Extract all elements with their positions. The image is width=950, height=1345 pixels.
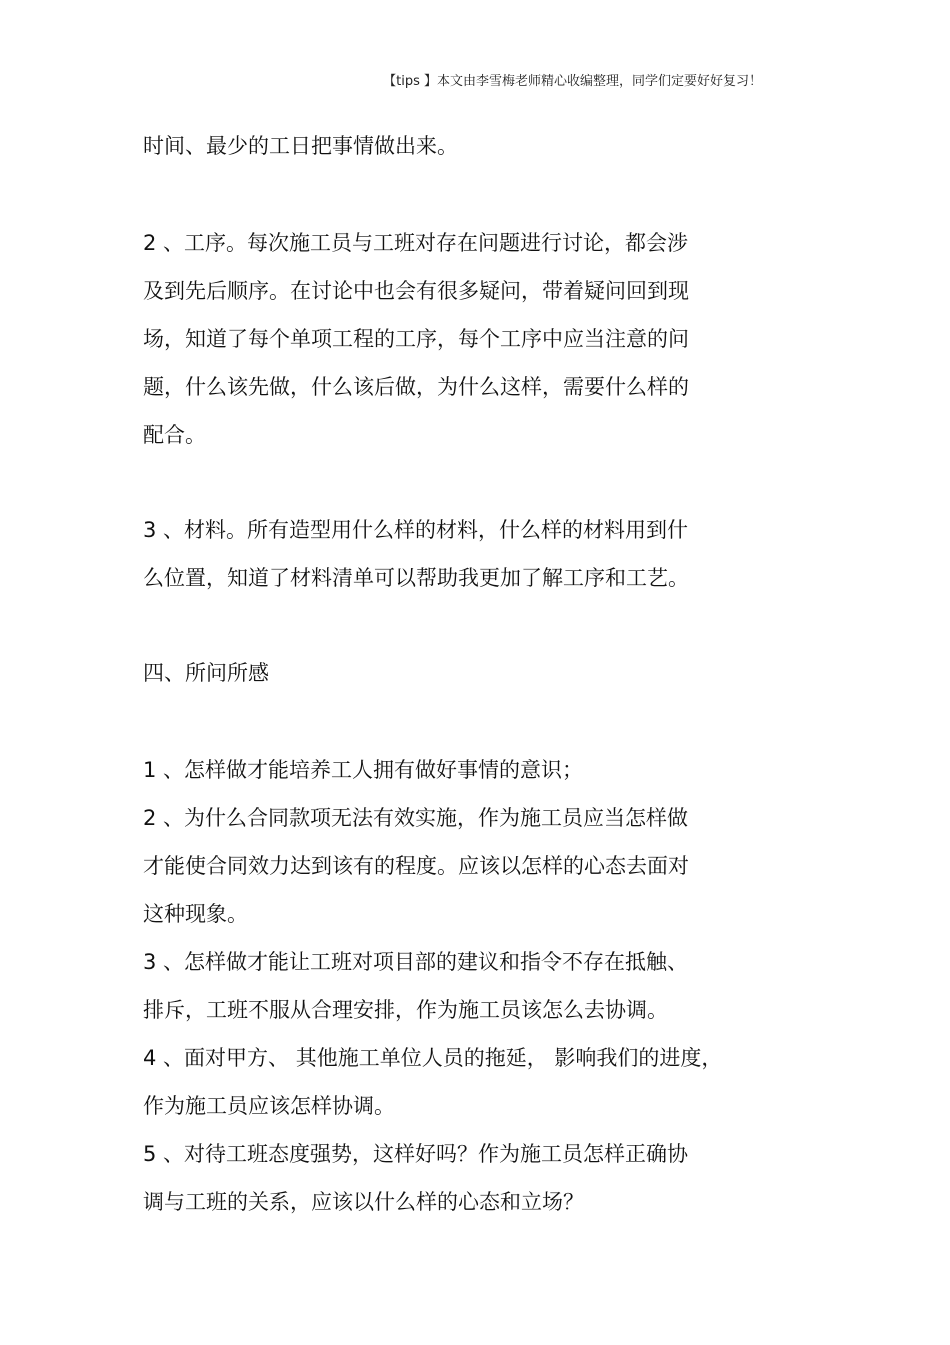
text-line: 作为施工员应该怎样协调。 bbox=[143, 1094, 395, 1118]
text-line: 调与工班的关系，应该以什么样的心态和立场？ bbox=[143, 1190, 584, 1214]
text-line: 题，什么该先做，什么该后做，为什么这样，需要什么样的 bbox=[143, 375, 689, 399]
text-line: 5 、对待工班态度强势，这样好吗？作为施工员怎样正确协 bbox=[143, 1142, 689, 1166]
text-line: 3 、怎样做才能让工班对项目部的建议和指令不存在抵触、 bbox=[143, 950, 689, 974]
text-line: 1 、怎样做才能培养工人拥有做好事情的意识； bbox=[143, 758, 584, 782]
text-line: 么位置，知道了材料清单可以帮助我更加了解工序和工艺。 bbox=[143, 566, 689, 590]
text-line: 时间、最少的工日把事情做出来。 bbox=[143, 134, 458, 158]
text-line: 排斥，工班不服从合理安排，作为施工员该怎么去协调。 bbox=[143, 998, 668, 1022]
text-line: 及到先后顺序。在讨论中也会有很多疑问，带着疑问回到现 bbox=[143, 279, 689, 303]
text-line: 这种现象。 bbox=[143, 902, 248, 926]
section-heading: 四、所问所感 bbox=[143, 661, 269, 685]
text-line: 3 、材料。所有造型用什么样的材料，什么样的材料用到什 bbox=[143, 518, 689, 542]
text-line: 才能使合同效力达到该有的程度。应该以怎样的心态去面对 bbox=[143, 854, 689, 878]
text-line: 4 、面对甲方、 其他施工单位人员的拖延， 影响我们的进度， bbox=[143, 1046, 723, 1070]
text-line: 2 、为什么合同款项无法有效实施，作为施工员应当怎样做 bbox=[143, 806, 689, 830]
text-line: 2 、工序。每次施工员与工班对存在问题进行讨论，都会涉 bbox=[143, 231, 689, 255]
text-line: 配合。 bbox=[143, 423, 206, 447]
text-line: 场，知道了每个单项工程的工序，每个工序中应当注意的问 bbox=[143, 327, 689, 351]
header-note: 【tips 】本文由李雪梅老师精心收编整理，同学们定要好好复习！ bbox=[383, 74, 762, 89]
